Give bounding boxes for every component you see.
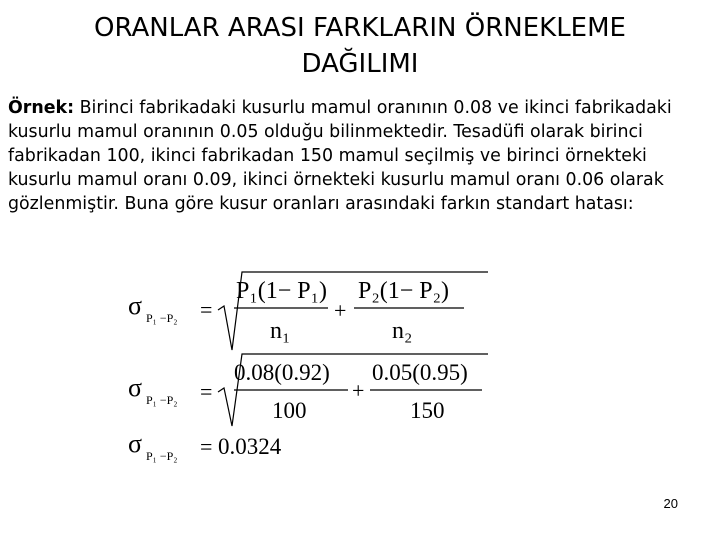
equals-sign: = bbox=[200, 297, 213, 322]
formula-line-numeric bbox=[128, 354, 488, 426]
standard-error-formula bbox=[118, 262, 518, 472]
sigma-subscript: P₁ −P₂ bbox=[146, 393, 178, 407]
formula-graphic bbox=[118, 262, 518, 472]
term1-denominator: n₁ bbox=[270, 318, 291, 344]
term1-denominator: 100 bbox=[272, 398, 307, 423]
page-number: 20 bbox=[663, 496, 678, 511]
equals-sign: = bbox=[200, 434, 213, 459]
sigma-symbol: σ bbox=[128, 291, 143, 320]
sigma-symbol: σ bbox=[128, 429, 143, 458]
example-label: Örnek: bbox=[8, 98, 75, 118]
term2-numerator: P₂(1− P₂) bbox=[358, 278, 449, 304]
result-value: 0.0324 bbox=[218, 434, 282, 459]
plus-sign: + bbox=[352, 378, 365, 403]
plus-sign: + bbox=[334, 298, 347, 323]
term2-denominator: n₂ bbox=[392, 318, 413, 344]
formula-line-symbolic bbox=[128, 272, 488, 350]
sigma-subscript: P₁ −P₂ bbox=[146, 311, 178, 325]
equals-sign: = bbox=[200, 379, 213, 404]
term2-numerator: 0.05(0.95) bbox=[372, 360, 468, 385]
term1-numerator: 0.08(0.92) bbox=[234, 360, 330, 385]
example-text: Birinci fabrikadaki kusurlu mamul oranının 0.08 ve ikinci fabrikadaki kusurlu mamul oranının 0.05 olduğu bilinmektedir. Tesadüfi olarak birinci fabrikadan 100, ikinci fabrikadan 150 mamul seçilmiş ve birinci örnekteki kusurlu mamul oranı 0.09, ikinci örnekteki kusurlu mamul oranı 0.06 olarak gözlenmiştir. Buna göre kusur oranları arasındaki farkın standart hatası: bbox=[8, 98, 672, 214]
sigma-symbol: σ bbox=[128, 373, 143, 402]
term1-numerator: P₁(1− P₁) bbox=[236, 278, 327, 304]
sigma-subscript: P₁ −P₂ bbox=[146, 449, 178, 463]
slide-title: ORANLAR ARASI FARKLARIN ÖRNEKLEME DAĞILIMI bbox=[94, 13, 626, 79]
term2-denominator: 150 bbox=[410, 398, 445, 423]
example-paragraph bbox=[8, 96, 712, 216]
formula-line-result bbox=[128, 429, 282, 463]
